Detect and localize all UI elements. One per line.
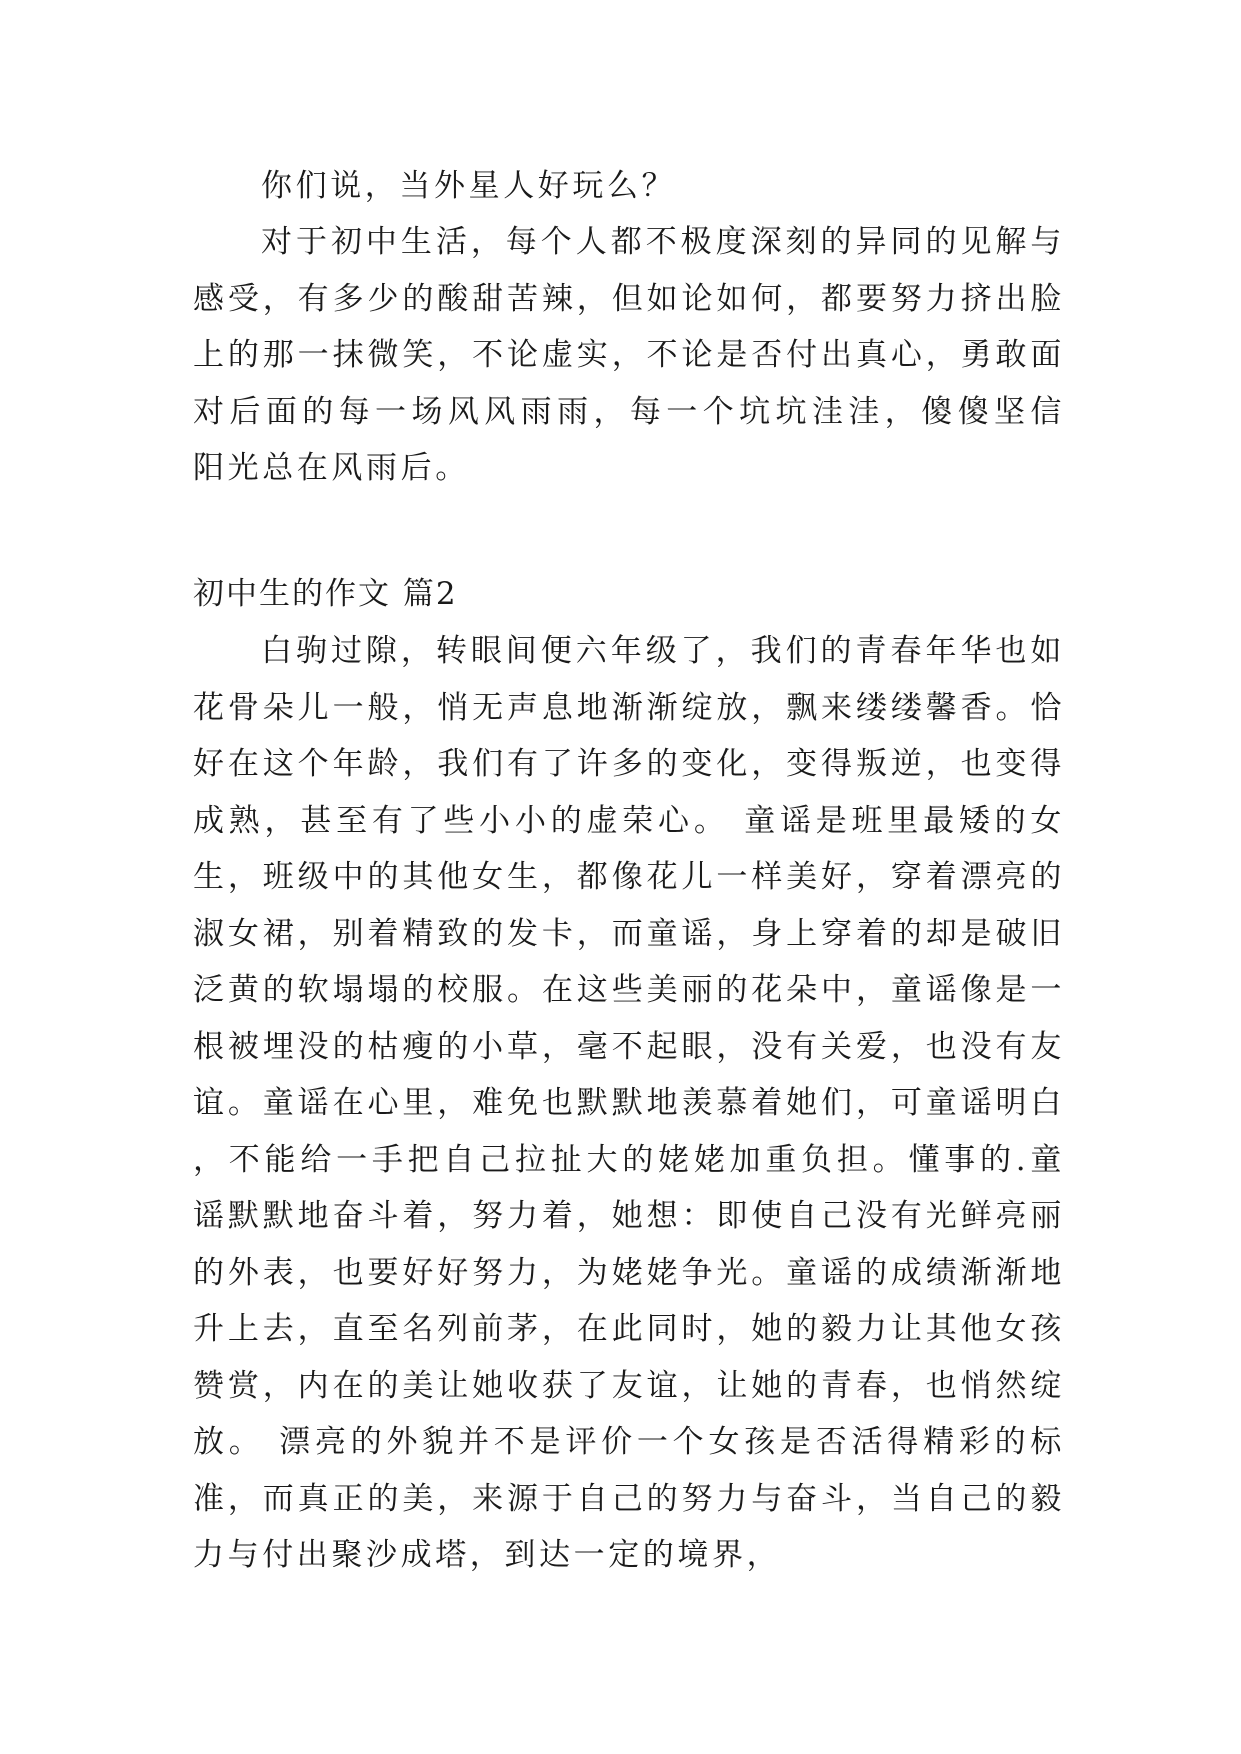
section-heading: 初中生的作文 篇2 xyxy=(193,576,458,612)
paragraph-question: 你们说，当外星人好玩么？ xyxy=(261,168,677,204)
paragraph-essay-body: 白驹过隙，转眼间便六年级了，我们的青春年华也如花骨朵儿一般，悄无声息地渐渐绽放，飘来缕缕馨香。恰好在这个年龄，我们有了许多的变化，变得叛逆，也变得成熟，甚至有了些小小的虚荣心。 童谣是班里最矮的女生，班级中的其他女生，都像花儿一样美好，穿着漂亮的淑女裙，别着精致的发卡，而童谣，身上穿着的却是破旧泛黄的软塌塌的校服。在这些美丽的花朵中，童谣像是一根被埋没的枯瘦的小草，毫不起眼，没有关爱，也没有友谊。童谣在心里，难免也默默地羡慕着她们，可童谣明白，不能给一手把自己拉扯大的姥姥加重负担。懂事的.童谣默默地奋斗着，努力着，她想：即使自己没有光鲜亮丽的外表，也要好好努力，为姥姥争光。童谣的成绩渐渐地升上去，直至名列前茅，在此同时，她的毅力让其他女孩赞赏，内在的美让她收获了友谊，让她的青春，也悄然绽放。 漂亮的外貌并不是评价一个女孩是否活得精彩的标准，而真正的美，来源于自己的努力与奋斗，当自己的毅力与付出聚沙成塔，到达一定的境界， xyxy=(193,633,1065,1573)
paragraph-middle-school-life: 对于初中生活，每个人都不极度深刻的异同的见解与感受，有多少的酸甜苦辣，但如论如何，都要努力挤出脸上的那一抹微笑，不论虚实，不论是否付出真心，勇敢面对后面的每一场风风雨雨，每一个坑坑洼洼，傻傻坚信 阳光总在风雨后。 xyxy=(193,224,1065,486)
